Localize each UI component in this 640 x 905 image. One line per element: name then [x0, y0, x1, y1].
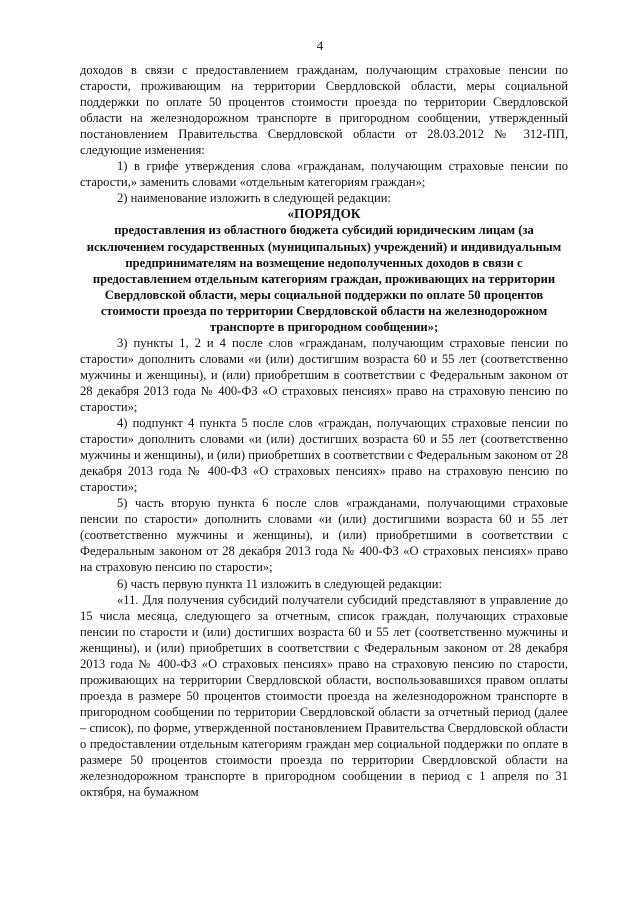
- document-body: [80, 62, 568, 800]
- page-number: 4: [316, 38, 324, 53]
- paragraph-item-5: 5) часть вторую пункта 6 после слов «гражданами, получающими страховые пенсии по старости» дополнить словами «и (или) достигшими возраста 60 и 55 лет (соответственно мужчины и женщины), и (или) приобретшими в соответствии с Федеральным законом от 28 декабря 2013 года № 400-ФЗ «О страховых пенсиях» право на страховую пенсию по старости»;: [80, 496, 568, 575]
- paragraph-item-1: 1) в грифе утверждения слова «гражданам, получающим страховые пенсии по старости,» заменить словами «отдельным категориям граждан»;: [80, 159, 568, 190]
- paragraph-clause-11: «11. Для получения субсидий получатели субсидий представляют в управление до 15 числа месяца, следующего за отчетным, список граждан, получающих страховые пенсии по старости и (или) достигших возраста 60 и 55 лет (соответственно мужчины и женщины), и (или) приобретших в соответствии с Федеральным законом от 28 декабря 2013 года № 400-ФЗ «О страховых пенсиях» право на страховую пенсию по старости, проживающих на территории Свердловской области, воспользовавшихся правом оплаты проезда в размере 50 процентов стоимости проезда на железнодорожном транспорте в пригородном сообщении по территории Свердловской области за отчетный период (далее – список), по форме, утвержденной постановлением Правительства Свердловской области о предоставлении отдельным категориям граждан мер социальной поддержки по оплате в размере 50 процентов стоимости проезда по территории Свердловской области на железнодорожном транспорте в пригородном сообщении в период с 1 апреля по 31 октября, на бумажном: [80, 592, 568, 800]
- order-title-subtitle: предоставления из областного бюджета субсидий юридическим лицам (за исключением государственных (муниципальных) учреждений) и индивидуальным предпринимателям на возмещение недополученных доходов в связи с предоставлением отдельным категориям граждан, проживающих на территории Свердловской области, меры социальной поддержки по оплате 50 процентов стоимости проезда по территории Свердловской области на железнодорожном транспорте в пригородном сообщении»;: [86, 223, 562, 334]
- paragraph-item-4: 4) подпункт 4 пункта 5 после слов «граждан, получающих страховые пенсии по старости» дополнить словами «и (или) достигших возраста 60 и 55 лет (соответственно мужчины и женщины), и (или) приобретших в соответствии с Федеральным законом от 28 декабря 2013 года № 400-ФЗ «О страховых пенсиях» право на страховую пенсию по старости»;: [80, 416, 568, 495]
- order-title-heading: «ПОРЯДОК: [287, 206, 361, 222]
- paragraph-item-3: 3) пункты 1, 2 и 4 после слов «гражданам, получающим страховые пенсии по старости» дополнить словами «и (или) достигшим возраста 60 и 55 лет (соответственно мужчины и женщины), и (или) приобретшим в соответствии с Федеральным законом от 28 декабря 2013 года № 400-ФЗ «О страховых пенсиях» право на страховую пенсию по старости»;: [80, 335, 568, 414]
- paragraph-intro: доходов в связи с предоставлением гражданам, получающим страховые пенсии по старости, проживающим на территории Свердловской области, меры социальной поддержки по оплате 50 процентов стоимости проезда по территории Свердловской области на железнодорожном транспорте в пригородном сообщении, утвержденный постановлением Правительства Свердловской области от 28.03.2012 № 312-ПП, следующие изменения:: [80, 63, 568, 158]
- paragraph-item-2: 2) наименование изложить в следующей редакции:: [117, 191, 391, 206]
- order-title: [80, 206, 568, 334]
- paragraph-item-6: 6) часть первую пункта 11 изложить в следующей редакции:: [117, 576, 442, 591]
